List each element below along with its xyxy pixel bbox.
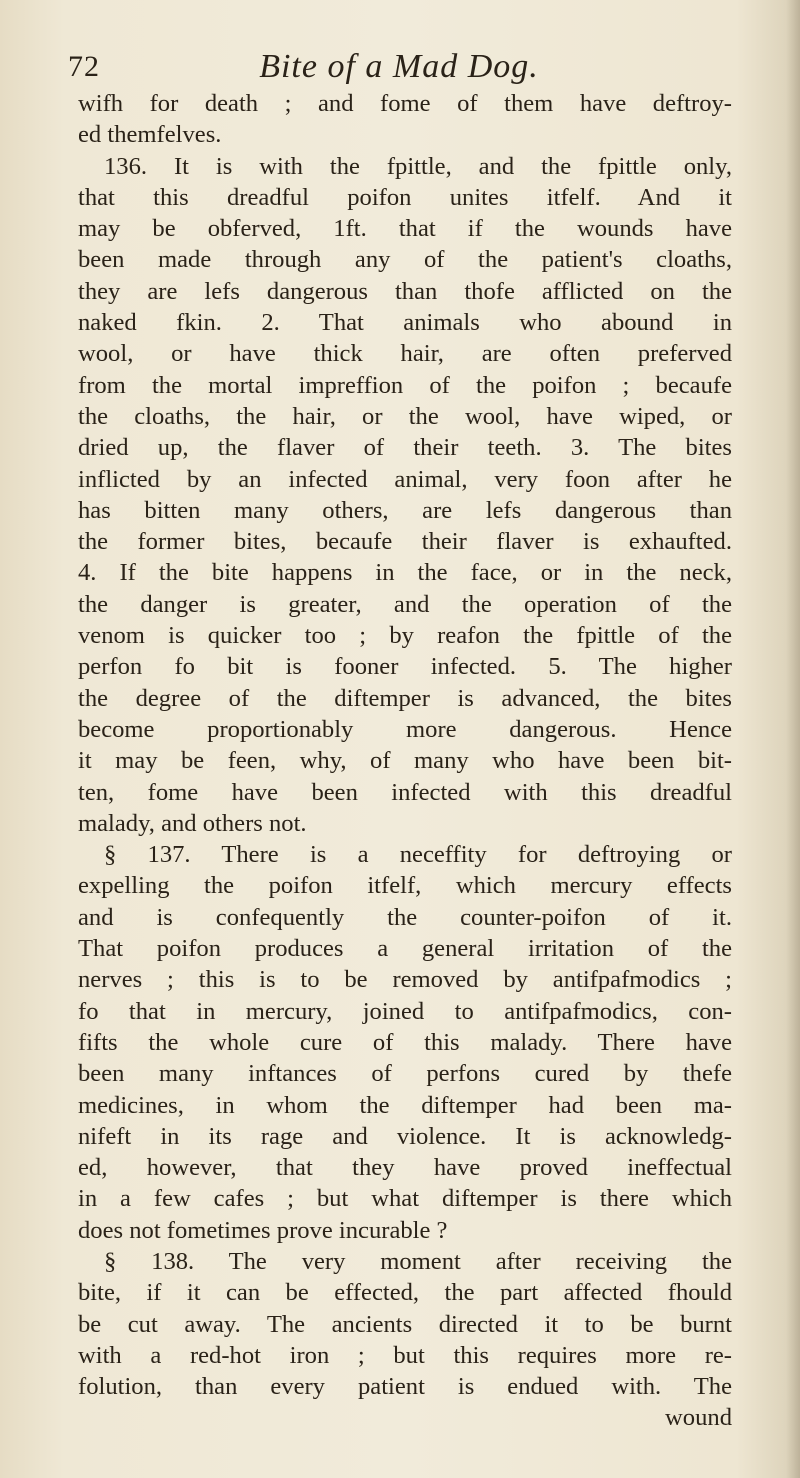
- text-line: been made through any of the patient's cloaths,: [78, 246, 732, 274]
- text-line: does not fometimes prove incurable ?: [78, 1216, 448, 1244]
- text-line: venom is quicker too ; by reafon the fpittle of the: [78, 622, 732, 650]
- text-line: the cloaths, the hair, or the wool, have wiped, or: [78, 402, 732, 430]
- catchword: wound: [665, 1404, 732, 1432]
- text-line: and is confequently the counter-poifon of it.: [78, 903, 732, 931]
- text-line: been many inftances of perfons cured by thefe: [78, 1060, 732, 1088]
- text-line: expelling the poifon itfelf, which mercury effects: [78, 872, 732, 900]
- text-line: they are lefs dangerous than thofe afflicted on the: [78, 277, 732, 305]
- text-line: from the mortal impreffion of the poifon ; becaufe: [78, 371, 732, 399]
- text-line: it may be feen, why, of many who have been bit-: [78, 747, 732, 775]
- text-line: the former bites, becaufe their flaver is exhaufted.: [78, 528, 732, 556]
- text-line: be cut away. The ancients directed it to be burnt: [78, 1310, 732, 1338]
- text-line: nerves ; this is to be removed by antifpafmodics ;: [78, 966, 732, 994]
- text-line: has bitten many others, are lefs dangerous than: [78, 496, 732, 524]
- text-line: that this dreadful poifon unites itfelf. And it: [78, 183, 732, 211]
- text-line: bite, if it can be effected, the part affected fhould: [78, 1279, 732, 1307]
- text-line: perfon fo bit is fooner infected. 5. The higher: [78, 653, 732, 681]
- text-line: folution, than every patient is endued with. The: [78, 1373, 732, 1401]
- text-line: fifts the whole cure of this malady. There have: [78, 1028, 732, 1056]
- text-line: wool, or have thick hair, are often preferved: [78, 340, 732, 368]
- text-line: medicines, in whom the diftemper had been ma-: [78, 1091, 732, 1119]
- page-edge-shadow: [786, 0, 800, 1478]
- paragraph-137-start: § 137. There is a neceffity for deftroying or: [104, 841, 732, 869]
- text-line: malady, and others not.: [78, 809, 307, 837]
- paragraph-136-start: 136. It is with the fpittle, and the fpittle only,: [104, 152, 732, 180]
- text-line: That poifon produces a general irritation of the: [78, 935, 732, 963]
- text-line: the danger is greater, and the operation of the: [78, 590, 732, 618]
- text-line: naked fkin. 2. That animals who abound in: [78, 309, 732, 337]
- text-line: ten, fome have been infected with this dreadful: [78, 778, 732, 806]
- text-line: inflicted by an infected animal, very foon after he: [78, 465, 732, 493]
- paragraph-138-start: § 138. The very moment after receiving the: [104, 1247, 732, 1275]
- text-line: dried up, the flaver of their teeth. 3. The bites: [78, 434, 732, 462]
- page-header: [68, 46, 730, 94]
- text-line: wifh for death ; and fome of them have deftroy-: [78, 90, 732, 117]
- text-line: ed, however, that they have proved ineffectual: [78, 1154, 732, 1182]
- body-text: [78, 88, 732, 1434]
- running-title: Bite of a Mad Dog.: [259, 48, 539, 85]
- text-line: become proportionably more dangerous. Hence: [78, 715, 732, 743]
- text-line: 4. If the bite happens in the face, or in the neck,: [78, 559, 732, 587]
- text-line: with a red-hot iron ; but this requires more re-: [78, 1341, 732, 1369]
- page-number: 72: [68, 50, 100, 83]
- text-line: nifeft in its rage and violence. It is acknowledg-: [78, 1122, 732, 1150]
- text-line: the degree of the diftemper is advanced, the bites: [78, 684, 732, 712]
- text-line: may be obferved, 1ft. that if the wounds have: [78, 215, 732, 243]
- text-line: in a few cafes ; but what diftemper is there which: [78, 1185, 732, 1213]
- text-line: fo that in mercury, joined to antifpafmodics, con-: [78, 997, 732, 1025]
- text-line: ed themfelves.: [78, 121, 222, 149]
